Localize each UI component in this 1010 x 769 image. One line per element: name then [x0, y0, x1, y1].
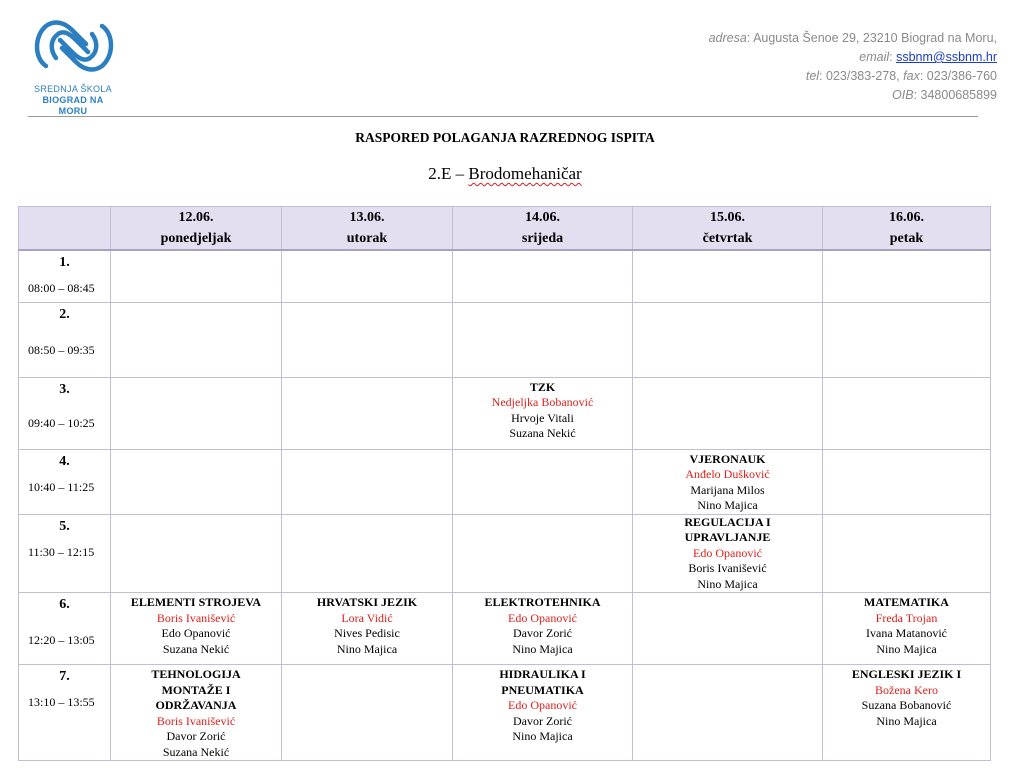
exam-subject: TZK [529, 379, 556, 394]
day-date: 13.06. [349, 210, 385, 225]
exam-subject: VJERONAUK [689, 451, 766, 466]
empty-slot [282, 302, 453, 377]
exam-cell [282, 593, 453, 665]
exam-subject: ELEMENTI STROJEVA [130, 595, 262, 609]
period-row [19, 449, 991, 514]
exam-cell [453, 377, 633, 449]
exam-chair: Anđelo Dušković [685, 467, 770, 481]
day-header [111, 207, 282, 251]
phone-line: tel: 023/383-278, fax: 023/386-760 [805, 69, 997, 83]
day-name: utorak [346, 231, 388, 246]
exam-chair: Edo Opanović [508, 610, 577, 625]
logo-text-line1: SREDNJA ŠKOLA [34, 84, 112, 94]
document-title: RASPORED POLAGANJA RAZREDNOG ISPITA [355, 130, 655, 145]
exam-chair: Lora Vidić [341, 610, 393, 625]
exam-member: Davor Zorić [513, 626, 572, 640]
address-label: adresa [708, 31, 747, 45]
header-divider [28, 116, 978, 117]
day-name: ponedjeljak [160, 231, 232, 246]
tel-label: tel [805, 69, 820, 83]
period-number: 5. [59, 518, 70, 534]
fax-value: 023/386-760 [926, 69, 997, 83]
empty-slot [111, 250, 282, 302]
exam-cell [111, 593, 282, 665]
oib-label: OIB [892, 88, 914, 102]
empty-slot [282, 377, 453, 449]
empty-slot [282, 514, 453, 593]
period-row [19, 514, 991, 593]
period-time: 08:50 – 09:35 [28, 342, 95, 357]
exam-member: Boris Ivanišević [688, 561, 767, 575]
tel-value: 023/383-278 [826, 69, 897, 83]
period-number: 3. [59, 381, 70, 397]
exam-cell [633, 449, 823, 514]
exam-chair: Edo Opanović [693, 545, 762, 560]
exam-member: Marijana Milos [690, 482, 765, 497]
day-header-row [19, 207, 991, 251]
exam-member: Suzana Nekić [509, 426, 576, 440]
period-row [19, 250, 991, 302]
exam-member: Nino Majica [512, 641, 573, 656]
empty-slot [282, 665, 453, 761]
exam-subject: TEHNOLOGIJA MONTAŽE I ODRŽAVANJA [151, 667, 241, 712]
logo-text-line2: BIOGRAD NA MORU [42, 95, 104, 116]
empty-slot [111, 377, 282, 449]
empty-slot [111, 302, 282, 377]
period-time: 13:10 – 13:55 [28, 695, 95, 709]
period-cell [19, 377, 111, 449]
empty-slot [633, 302, 823, 377]
exam-subject: HRVATSKI JEZIK [316, 595, 418, 609]
exam-cell [633, 514, 823, 593]
exam-chair: Boris Ivanišević [156, 610, 236, 625]
exam-cell [453, 593, 633, 665]
period-time: 08:00 – 08:45 [28, 281, 95, 295]
program-name: Brodomehaničar [468, 164, 582, 183]
oib-line: OIB: 34800685899 [892, 88, 997, 102]
period-time: 12:20 – 13:05 [28, 633, 95, 647]
exam-schedule-table [18, 206, 991, 761]
empty-slot [453, 302, 633, 377]
period-number: 6. [59, 597, 70, 612]
day-header [823, 207, 991, 251]
period-number: 2. [59, 306, 70, 322]
exam-member: Ivana Matanović [866, 626, 947, 640]
period-cell [19, 250, 111, 302]
document-subtitle [0, 164, 1010, 184]
day-date: 16.06. [889, 210, 924, 225]
exam-member: Davor Zorić [513, 713, 572, 728]
exam-chair: Nedjeljka Bobanović [491, 395, 594, 409]
day-name: srijeda [521, 231, 564, 246]
exam-subject: ENGLESKI JEZIK I [851, 667, 962, 681]
day-header [282, 207, 453, 251]
exam-member: Nino Majica [876, 713, 937, 728]
exam-member: Nino Majica [876, 641, 937, 656]
period-number: 4. [59, 453, 70, 469]
period-row [19, 302, 991, 377]
day-date: 14.06. [525, 210, 560, 225]
period-number: 1. [59, 255, 70, 270]
exam-member: Suzana Nekić [162, 744, 230, 759]
period-cell [19, 302, 111, 377]
day-header [633, 207, 823, 251]
empty-slot [633, 250, 823, 302]
exam-cell [111, 665, 282, 761]
address-value: Augusta Šenoe 29, 23210 Biograd na Moru, [753, 31, 997, 45]
exam-member: Suzana Nekić [162, 641, 230, 656]
day-date: 12.06. [178, 210, 214, 225]
exam-subject: ELEKTROTEHNIKA [484, 595, 601, 609]
period-row [19, 593, 991, 665]
empty-slot [823, 250, 991, 302]
period-time: 10:40 – 11:25 [28, 479, 95, 494]
exam-cell [823, 665, 991, 761]
empty-slot [111, 449, 282, 514]
period-time: 11:30 – 12:15 [28, 544, 95, 559]
email-link[interactable]: ssbnm@ssbnm.hr [896, 50, 997, 64]
exam-member: Nino Majica [336, 641, 398, 656]
address-line: adresa: Augusta Šenoe 29, 23210 Biograd na Moru, [708, 31, 997, 45]
empty-slot [823, 302, 991, 377]
period-row [19, 377, 991, 449]
exam-member: Nives Pedisic [334, 626, 400, 640]
exam-subject: HIDRAULIKA I PNEUMATIKA [499, 667, 586, 697]
fax-label: fax [903, 69, 920, 83]
exam-chair: Freda Trojan [875, 610, 938, 625]
oib-value: 34800685899 [920, 88, 997, 102]
school-logo [28, 14, 120, 117]
day-name: petak [889, 231, 924, 246]
exam-chair: Boris Ivanišević [156, 713, 236, 728]
exam-member: Nino Majica [697, 576, 758, 591]
exam-cell [823, 593, 991, 665]
email-line: email: ssbnm@ssbnm.hr [859, 50, 997, 64]
period-row [19, 665, 991, 761]
exam-cell [453, 665, 633, 761]
exam-subject: MATEMATIKA [864, 595, 949, 609]
period-cell [19, 665, 111, 761]
empty-slot [453, 449, 633, 514]
day-date: 15.06. [710, 210, 745, 225]
empty-slot [111, 514, 282, 593]
corner-cell [19, 207, 111, 251]
class-label: 2.E – [428, 164, 469, 183]
period-cell [19, 449, 111, 514]
exam-member: Edo Opanović [161, 626, 231, 640]
exam-member: Nino Majica [512, 729, 573, 743]
empty-slot [453, 250, 633, 302]
empty-slot [823, 377, 991, 449]
exam-member: Hrvoje Vitali [511, 410, 574, 425]
exam-member: Nino Majica [697, 498, 758, 512]
empty-slot [282, 449, 453, 514]
empty-slot [633, 665, 823, 761]
period-time: 09:40 – 10:25 [28, 415, 95, 430]
exam-chair: Edo Opanović [508, 698, 577, 712]
email-label: email [859, 50, 890, 64]
day-name: četvrtak [702, 231, 753, 246]
exam-member: Suzana Bobanović [861, 698, 952, 712]
period-number: 7. [59, 669, 70, 684]
exam-chair: Božena Kero [875, 682, 938, 697]
empty-slot [453, 514, 633, 593]
period-cell [19, 514, 111, 593]
exam-member: Davor Zorić [166, 729, 226, 743]
period-cell [19, 593, 111, 665]
empty-slot [633, 593, 823, 665]
day-header [453, 207, 633, 251]
contact-block [709, 29, 997, 105]
empty-slot [823, 449, 991, 514]
empty-slot [823, 514, 991, 593]
exam-subject: REGULACIJA I UPRAVLJANJE [684, 514, 771, 544]
empty-slot [633, 377, 823, 449]
empty-slot [282, 250, 453, 302]
school-logo-icon [30, 14, 118, 78]
